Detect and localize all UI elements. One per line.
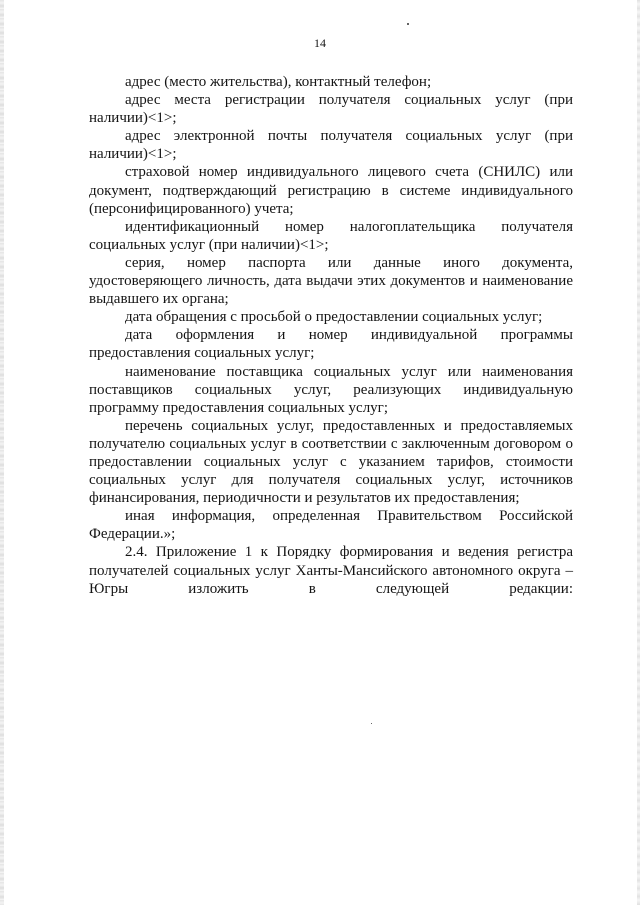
page-number: 14 [314, 36, 326, 50]
paragraph-appendix-amendment: 2.4. Приложение 1 к Порядку формирования и ведения регистра получателей социальных услуг Ханты-Мансийского автономного округа – Югры изложить в следующей редакции: [89, 544, 573, 597]
scan-speck [407, 23, 409, 25]
document-body [89, 73, 573, 598]
paragraph-program-date: дата оформления и номер индивидуальной программы предоставления социальных услуг; [89, 327, 573, 362]
scan-edge-left [0, 0, 4, 905]
paragraph-snils: страховой номер индивидуального лицевого счета (СНИЛС) или документ, подтверждающий регистрацию в системе индивидуального (персонифицированного) учета; [89, 164, 573, 217]
scan-speck [371, 723, 372, 724]
paragraph-passport: серия, номер паспорта или данные иного документа, удостоверяющего личность, дата выдачи этих документов и наименование выдавшего их органа; [89, 254, 573, 308]
paragraph-provider-name: наименование поставщика социальных услуг или наименования поставщиков социальных услуг, реализующих индивидуальную программу предоставления социальных услуг; [89, 363, 573, 416]
paragraph-other-info: иная информация, определенная Правительством Российской Федерации.»; [89, 508, 573, 543]
paragraph-services-list: перечень социальных услуг, предоставленных и предоставляемых получателю социальных услуг в соответствии с заключенным договором о предоставлении социальных услуг с указанием тарифов, стоимости социальных услуг для получателя социальных услуг, источников финансирования, периодичности и результатов их предоставления; [89, 417, 573, 507]
paragraph-address-residence: адрес (место жительства), контактный телефон; [125, 74, 432, 90]
paragraph-registration-address: адрес места регистрации получателя социальных услуг (при наличии)<1>; [89, 92, 573, 127]
paragraph-email-address: адрес электронной почты получателя социальных услуг (при наличии)<1>; [89, 128, 573, 163]
paragraph-inn: идентификационный номер налогоплательщика получателя социальных услуг (при наличии)<1>; [89, 218, 573, 253]
paragraph-request-date: дата обращения с просьбой о предоставлении социальных услуг; [125, 309, 543, 326]
